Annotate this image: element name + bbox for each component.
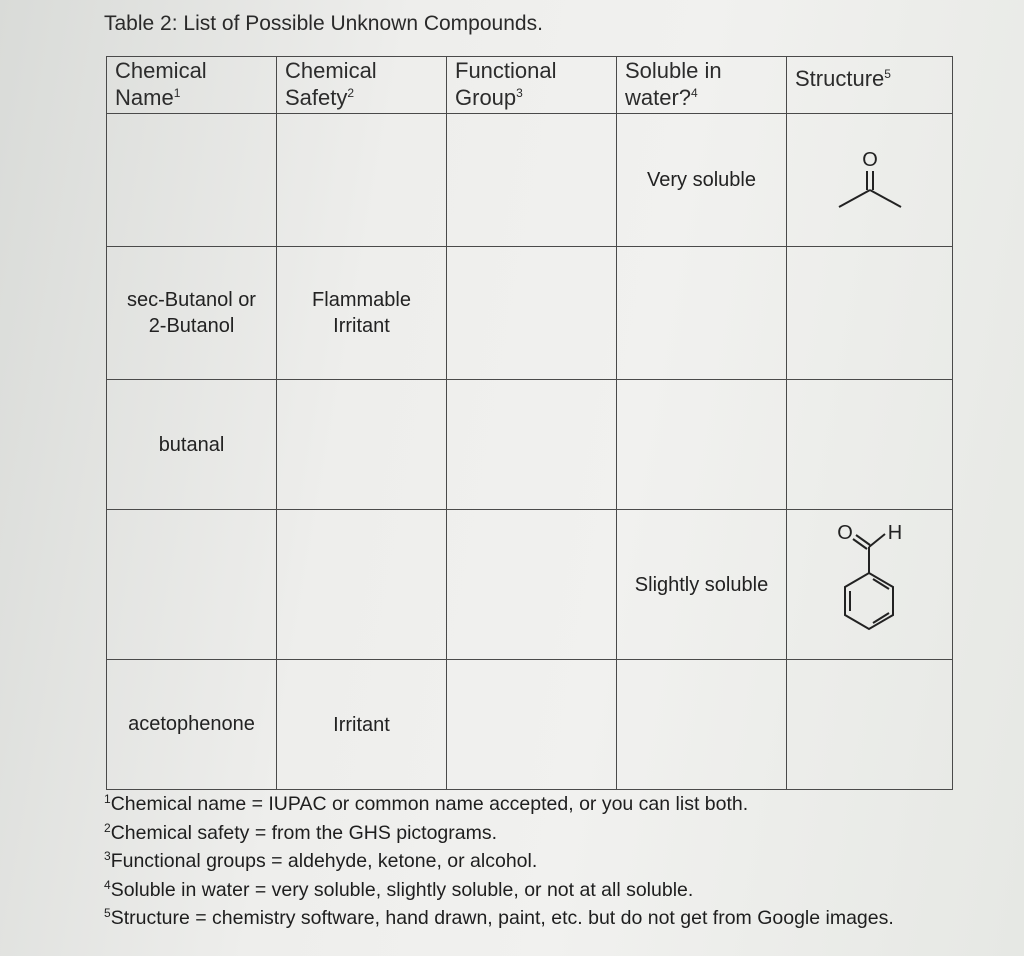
structure-cell[interactable] (787, 380, 953, 510)
table-row (107, 510, 953, 660)
functional-group-cell[interactable] (447, 247, 617, 380)
structure-cell (787, 114, 953, 247)
chemical-name-cell[interactable]: acetophenone (107, 660, 277, 790)
header-structure: Structure$^5$ (787, 57, 953, 114)
chemical-safety-cell[interactable] (277, 114, 447, 247)
structure-cell (787, 510, 953, 660)
chemical-safety-cell[interactable]: Irritant (277, 660, 447, 790)
chemical-name-cell[interactable] (107, 510, 277, 660)
footnote-3: $^3$Functional groups = aldehyde, ketone, or alcohol. (104, 849, 538, 872)
structure-cell[interactable] (787, 247, 953, 380)
footnote-1: $^1$Chemical name = IUPAC or common name accepted, or you can list both. (104, 792, 749, 815)
header-chemical-safety: Chemical Safety$^2$ (277, 57, 447, 114)
benzaldehyde-structure-icon (815, 515, 925, 655)
chemical-safety-cell[interactable]: Flammable Irritant (277, 247, 447, 380)
table-row (107, 380, 953, 510)
structure-cell[interactable] (787, 660, 953, 790)
acetone-structure-icon (825, 140, 915, 220)
functional-group-cell[interactable] (447, 114, 617, 247)
footnotes (104, 788, 924, 931)
chemical-safety-cell[interactable] (277, 380, 447, 510)
header-row (107, 57, 953, 114)
table-row (107, 114, 953, 247)
solubility-cell[interactable]: Slightly soluble (617, 510, 787, 660)
table-row (107, 660, 953, 790)
chemical-safety-cell[interactable] (277, 510, 447, 660)
footnote-2: $^2$Chemical safety = from the GHS pictograms. (104, 820, 498, 844)
header-soluble-in-water: Soluble in water?$^4$ (617, 57, 787, 114)
functional-group-cell[interactable] (447, 660, 617, 790)
header-functional-group: Functional Group$^3$ (447, 57, 617, 114)
chemical-name-cell[interactable]: sec-Butanol or 2-Butanol (107, 247, 277, 380)
solubility-cell[interactable] (617, 660, 787, 790)
oxygen-label: O (861, 149, 878, 171)
functional-group-cell[interactable] (447, 510, 617, 660)
solubility-cell[interactable] (617, 247, 787, 380)
footnote-5: $^5$Structure = chemistry software, hand drawn, paint, etc. but do not get from Google images. (104, 906, 894, 929)
chemical-name-cell[interactable]: butanal (107, 380, 277, 510)
table-row (107, 247, 953, 380)
solubility-cell[interactable]: Very soluble (617, 114, 787, 247)
oxygen-label: O (836, 521, 853, 544)
compounds-table (106, 56, 953, 790)
hydrogen-label: H (887, 521, 902, 544)
footnote-4: $^4$Soluble in water = very soluble, slightly soluble, or not at all soluble. (104, 877, 694, 901)
solubility-cell[interactable] (617, 380, 787, 510)
table-title: Table 2: List of Possible Unknown Compounds. (104, 12, 543, 35)
chemical-name-cell[interactable] (107, 114, 277, 247)
header-chemical-name: Chemical Name$^1$ (107, 57, 277, 114)
functional-group-cell[interactable] (447, 380, 617, 510)
